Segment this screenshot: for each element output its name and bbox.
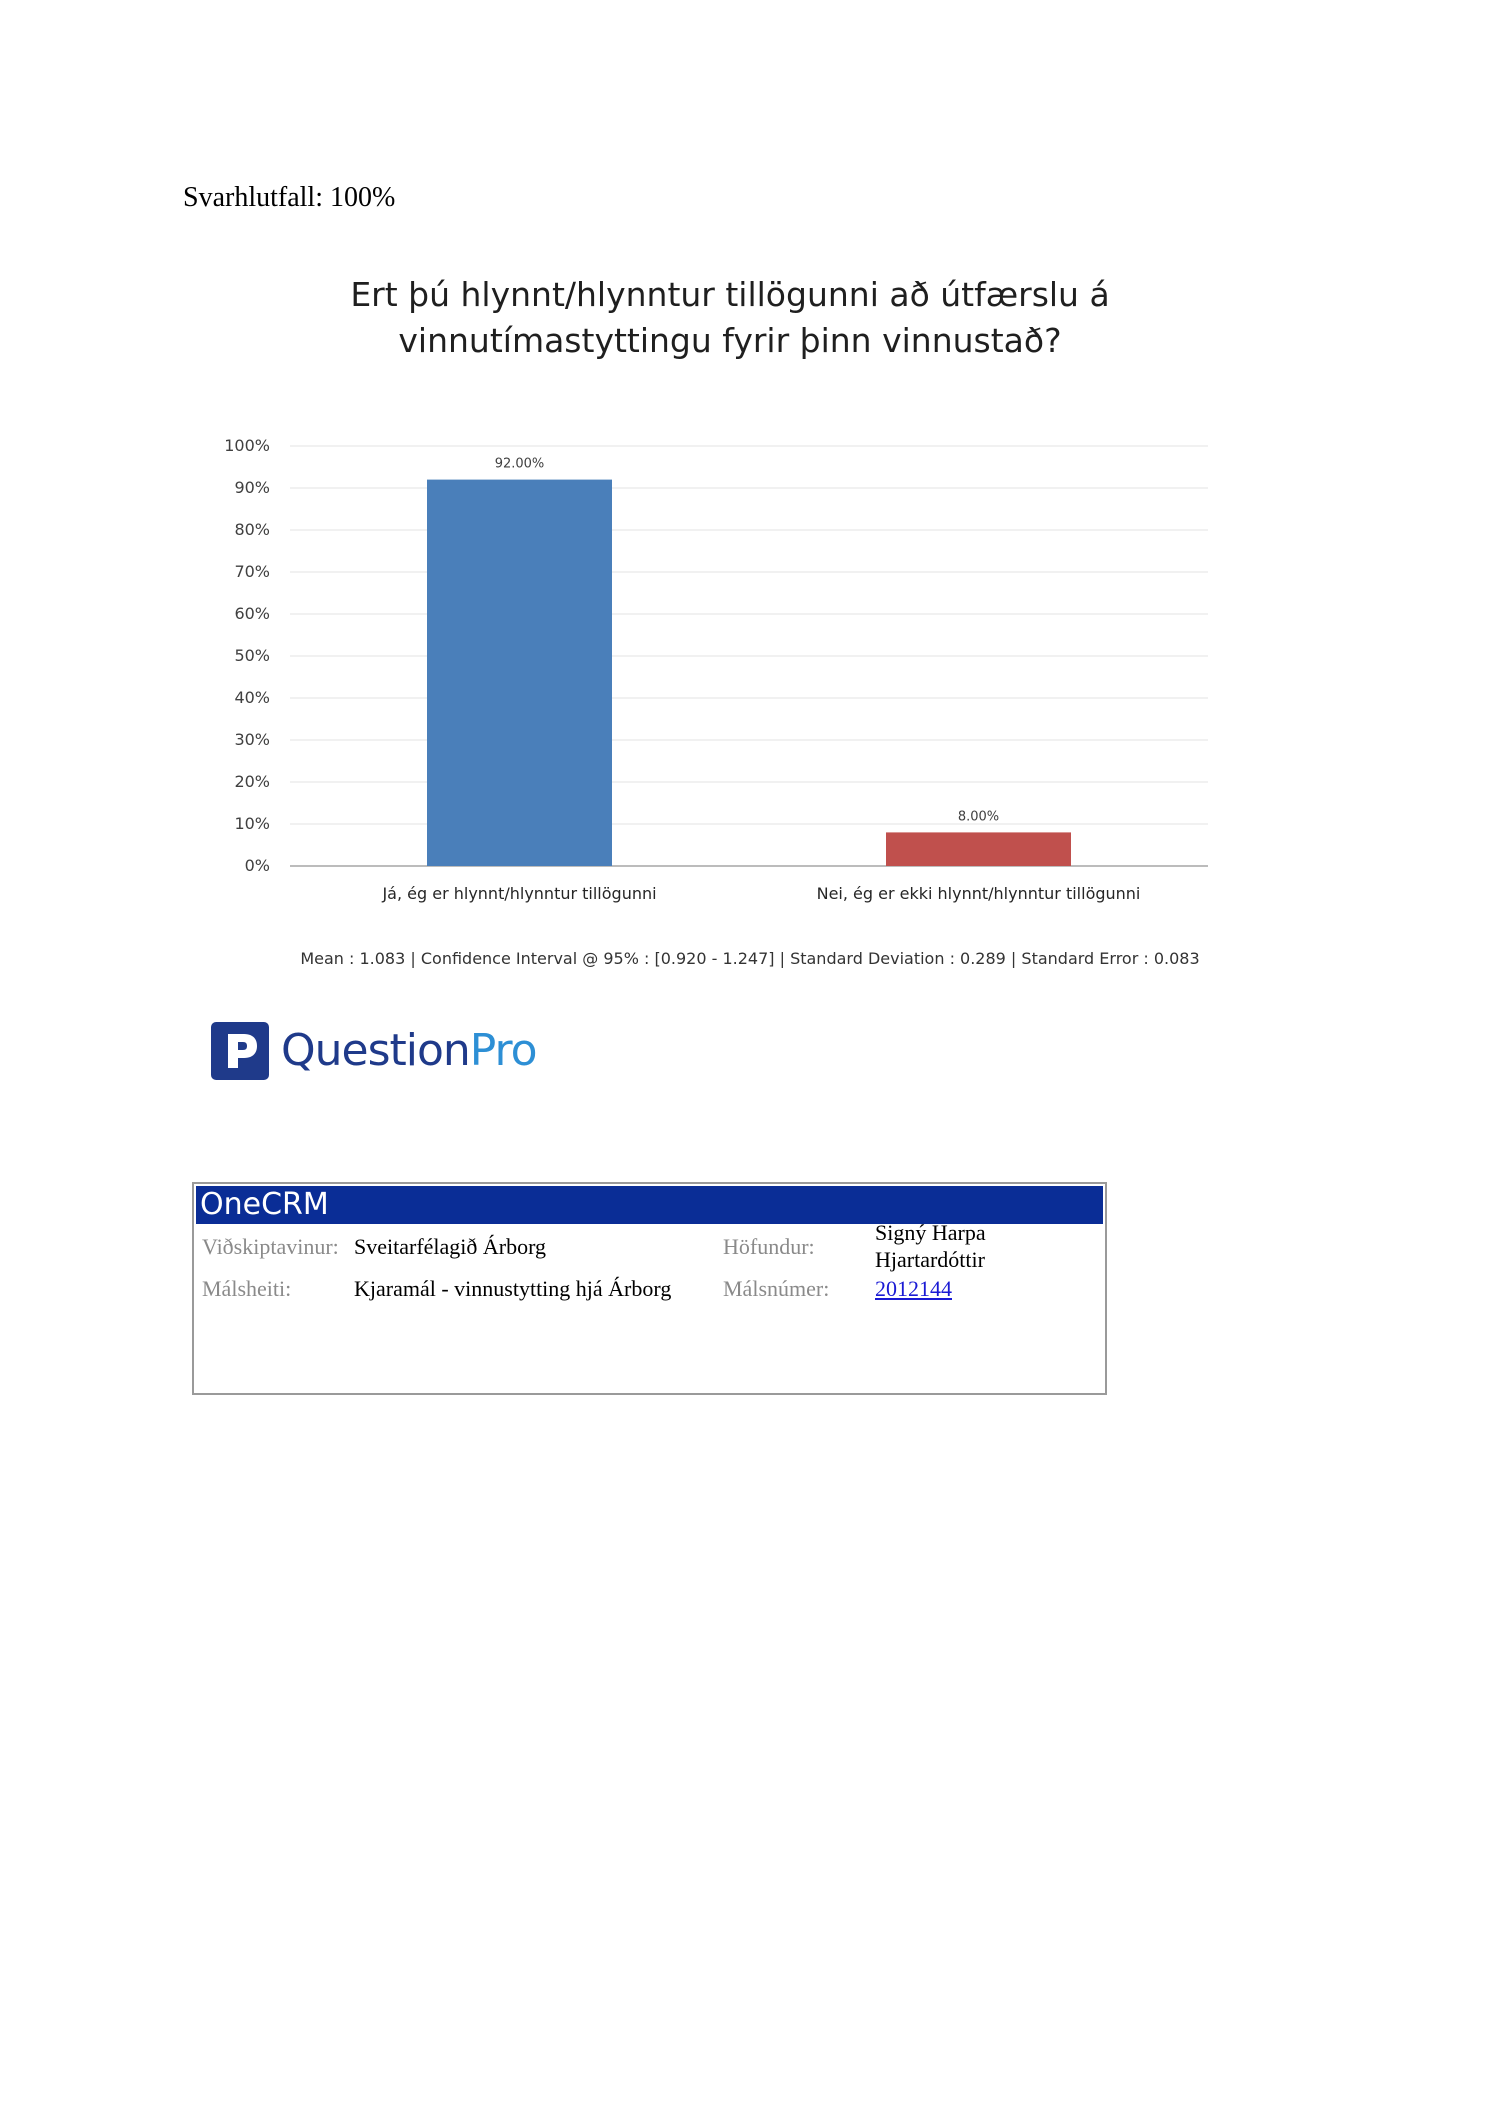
x-category-label: Nei, ég er ekki hlynnt/hlynntur tillögunni bbox=[816, 884, 1141, 903]
y-tick-label: 90% bbox=[234, 478, 270, 497]
onecrm-header: OneCRM bbox=[196, 1186, 1103, 1224]
y-tick-label: 100% bbox=[224, 436, 270, 455]
y-tick-label: 30% bbox=[234, 730, 270, 749]
y-tick-label: 60% bbox=[234, 604, 270, 623]
x-category-label: Já, ég er hlynnt/hlynntur tillögunni bbox=[382, 884, 657, 903]
case-title-value: Kjaramál - vinnustytting hjá Árborg bbox=[354, 1276, 672, 1301]
y-tick-label: 70% bbox=[234, 562, 270, 581]
y-tick-label: 50% bbox=[234, 646, 270, 665]
questionpro-mark-icon bbox=[211, 1022, 269, 1080]
onecrm-panel bbox=[192, 1182, 1107, 1395]
bar bbox=[886, 832, 1071, 866]
logo-text-question: Question bbox=[281, 1025, 470, 1076]
customer-label: Viðskiptavinur: bbox=[202, 1234, 339, 1259]
bar-chart bbox=[0, 0, 1500, 920]
logo-text-pro: Pro bbox=[469, 1025, 537, 1076]
author-value-line-1: Signý Harpa bbox=[875, 1220, 986, 1245]
case-title-label: Málsheiti: bbox=[202, 1276, 292, 1301]
author-label: Höfundur: bbox=[723, 1234, 815, 1259]
case-number-label: Málsnúmer: bbox=[723, 1276, 830, 1301]
y-tick-label: 10% bbox=[234, 814, 270, 833]
chart-title-line-1: Ert þú hlynnt/hlynntur tillögunni að útfærslu á bbox=[350, 275, 1110, 314]
questionpro-logo bbox=[211, 1021, 537, 1081]
author-value-line-2: Hjartardóttir bbox=[875, 1247, 985, 1272]
bar-data-label: 92.00% bbox=[494, 456, 545, 472]
response-rate: Svarhlutfall: 100% bbox=[183, 182, 396, 213]
bar bbox=[427, 480, 612, 866]
y-tick-label: 20% bbox=[234, 772, 270, 791]
y-tick-label: 40% bbox=[234, 688, 270, 707]
case-number-link[interactable]: 2012144 bbox=[875, 1276, 952, 1301]
bar-data-label: 8.00% bbox=[957, 809, 1000, 825]
statistics-summary: Mean : 1.083 | Confidence Interval @ 95% : [0.920 - 1.247] | Standard Deviation : 0.289 | Standard Error : 0.083 bbox=[300, 949, 1200, 968]
y-tick-label: 0% bbox=[244, 856, 270, 875]
y-tick-label: 80% bbox=[234, 520, 270, 539]
customer-value: Sveitarfélagið Árborg bbox=[354, 1234, 547, 1259]
chart-title-line-2: vinnutímastyttingu fyrir þinn vinnustað? bbox=[398, 321, 1062, 360]
